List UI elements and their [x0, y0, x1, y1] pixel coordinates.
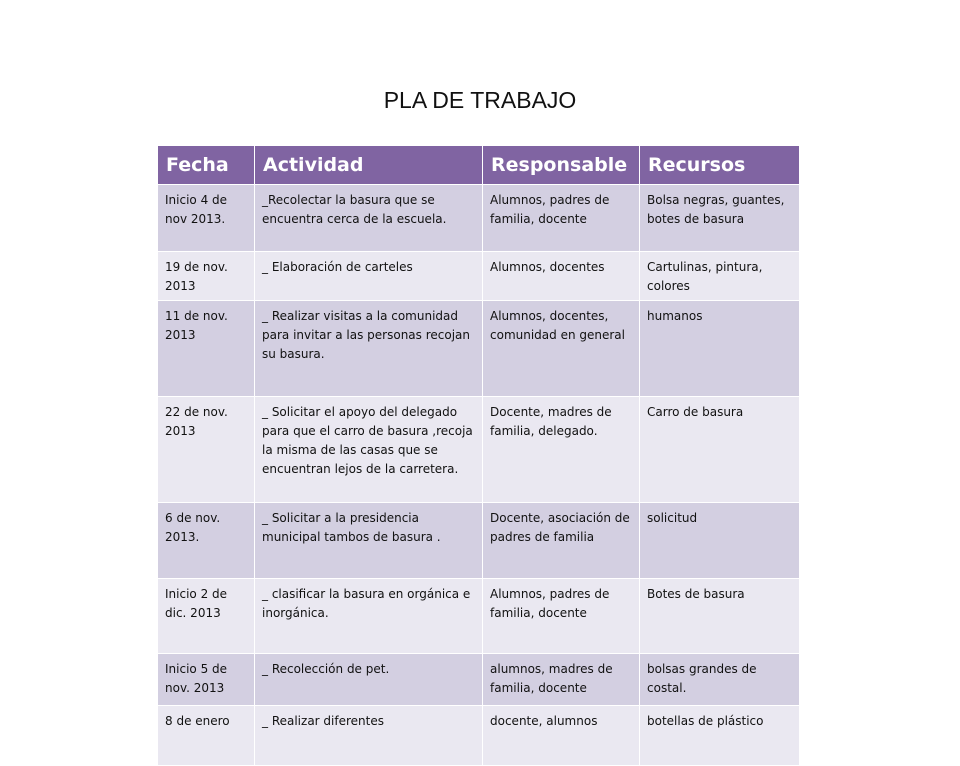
cell-actividad: _ Realizar visitas a la comunidad para invitar a las personas recojan su basura. [255, 301, 483, 397]
cell-fecha: 19 de nov. 2013 [158, 252, 255, 301]
cell-recursos: Cartulinas, pintura, colores [640, 252, 800, 301]
cell-recursos: humanos [640, 301, 800, 397]
header-responsable: Responsable [483, 146, 640, 185]
cell-actividad: _ Elaboración de carteles [255, 252, 483, 301]
cell-recursos: Bolsa negras, guantes, botes de basura [640, 185, 800, 252]
table-row [158, 503, 800, 579]
cell-fecha: Inicio 2 de dic. 2013 [158, 579, 255, 654]
table-row [158, 654, 800, 706]
cell-fecha: 8 de enero [158, 706, 255, 766]
cell-recursos: Carro de basura [640, 397, 800, 503]
cell-actividad: _ Recolección de pet. [255, 654, 483, 706]
page-title: PLA DE TRABAJO [383, 87, 577, 113]
table-row [158, 397, 800, 503]
cell-responsable: Alumnos, docentes [483, 252, 640, 301]
cell-actividad: _Recolectar la basura que se encuentra cerca de la escuela. [255, 185, 483, 252]
cell-responsable: Docente, asociación de padres de familia [483, 503, 640, 579]
cell-fecha: 6 de nov. 2013. [158, 503, 255, 579]
table-row [158, 706, 800, 766]
cell-fecha: Inicio 4 de nov 2013. [158, 185, 255, 252]
cell-responsable: Alumnos, padres de familia, docente [483, 185, 640, 252]
cell-responsable: Docente, madres de familia, delegado. [483, 397, 640, 503]
work-plan-table [157, 145, 800, 766]
cell-recursos: Botes de basura [640, 579, 800, 654]
table-row [158, 185, 800, 252]
header-fecha: Fecha [158, 146, 255, 185]
cell-fecha: 22 de nov. 2013 [158, 397, 255, 503]
cell-actividad: _ Realizar diferentes [255, 706, 483, 766]
table-header-row [158, 146, 800, 185]
cell-fecha: Inicio 5 de nov. 2013 [158, 654, 255, 706]
cell-recursos: solicitud [640, 503, 800, 579]
header-recursos: Recursos [640, 146, 800, 185]
cell-responsable: Alumnos, docentes, comunidad en general [483, 301, 640, 397]
cell-responsable: docente, alumnos [483, 706, 640, 766]
cell-responsable: Alumnos, padres de familia, docente [483, 579, 640, 654]
cell-responsable: alumnos, madres de familia, docente [483, 654, 640, 706]
cell-fecha: 11 de nov. 2013 [158, 301, 255, 397]
cell-actividad: _ Solicitar el apoyo del delegado para que el carro de basura ,recoja la misma de las casas que se encuentran lejos de la carretera. [255, 397, 483, 503]
table-row [158, 579, 800, 654]
header-actividad: Actividad [255, 146, 483, 185]
table-row [158, 301, 800, 397]
cell-actividad: _ Solicitar a la presidencia municipal tambos de basura . [255, 503, 483, 579]
cell-recursos: botellas de plástico [640, 706, 800, 766]
cell-actividad: _ clasificar la basura en orgánica e inorgánica. [255, 579, 483, 654]
cell-recursos: bolsas grandes de costal. [640, 654, 800, 706]
table-row [158, 252, 800, 301]
